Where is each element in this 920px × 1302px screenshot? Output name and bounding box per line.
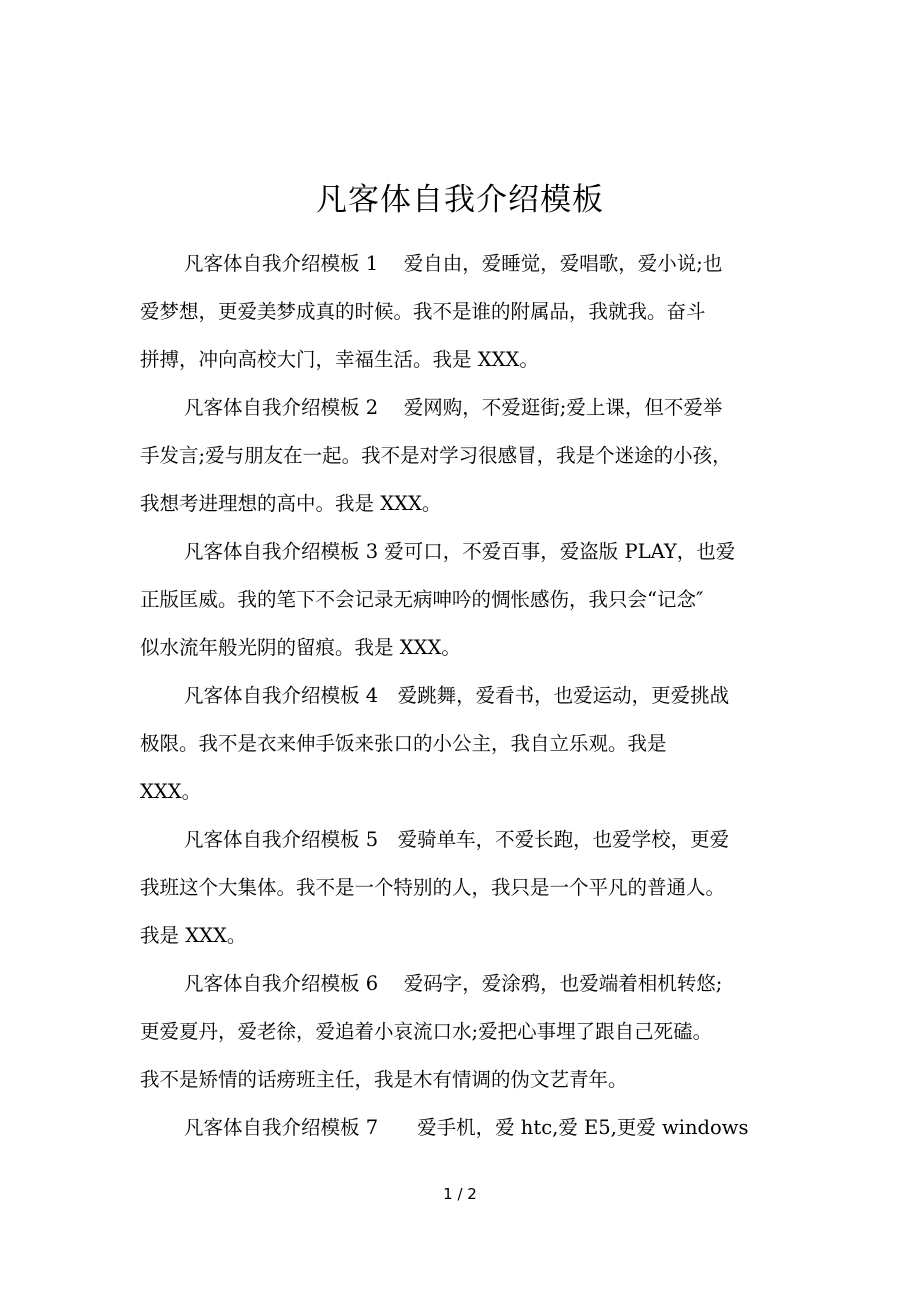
paragraph-6 [140, 960, 790, 1104]
paragraph-line: 似水流年般光阴的留痕。我是 XXX。 [140, 636, 461, 659]
document-title: 凡客体自我介绍模板 [316, 182, 604, 218]
paragraph-line: 凡客体自我介绍模板 6 爱码字，爱涂鸦，也爱端着相机转悠; [184, 972, 723, 995]
paragraph-line: 凡客体自我介绍模板 1 爱自由，爱睡觉，爱唱歌，爱小说;也 [184, 252, 723, 275]
paragraph-line: 我想考进理想的高中。我是 XXX。 [140, 492, 442, 515]
paragraph-7 [140, 1104, 790, 1152]
paragraph-3 [140, 528, 790, 672]
paragraph-5 [140, 816, 790, 960]
paragraph-line: 手发言;爱与朋友在一起。我不是对学习很感冒，我是个迷途的小孩， [140, 444, 732, 467]
paragraph-line: 凡客体自我介绍模板 2 爱网购，不爱逛街;爱上课，但不爱举 [184, 396, 723, 419]
paragraph-line: 更爱夏丹，爱老徐，爱追着小哀流口水;爱把心事埋了跟自己死磕。 [140, 1020, 713, 1043]
paragraph-1 [140, 240, 790, 384]
paragraph-2 [140, 384, 790, 528]
paragraph-line: 拼搏，冲向高校大门，幸福生活。我是 XXX。 [140, 348, 539, 371]
paragraph-line: 凡客体自我介绍模板 7 爱手机，爱 htc,爱 E5,更爱 windows [184, 1116, 749, 1139]
paragraph-4 [140, 672, 790, 816]
paragraph-line: 凡客体自我介绍模板 5 爱骑单车，不爱长跑，也爱学校，更爱 [184, 828, 730, 851]
page-number: 1 / 2 [443, 1185, 477, 1203]
paragraph-line: 极限。我不是衣来伸手饭来张口的小公主，我自立乐观。我是 [140, 732, 667, 755]
paragraph-line: 凡客体自我介绍模板 3 爱可口，不爱百事，爱盗版 PLAY，也爱 [184, 540, 736, 563]
paragraph-line: 爱梦想，更爱美梦成真的时候。我不是谁的附属品，我就我。奋斗 [140, 300, 706, 323]
paragraph-line: 正版匡威。我的笔下不会记录无病呻吟的惆怅感伤，我只会“记念″ [140, 588, 704, 611]
paragraph-line: 我是 XXX。 [140, 924, 247, 947]
paragraph-line: 我班这个大集体。我不是一个特别的人，我只是一个平凡的普通人。 [140, 876, 726, 899]
paragraph-line: XXX。 [140, 780, 202, 803]
document-body [140, 240, 790, 1152]
paragraph-line: 凡客体自我介绍模板 4 爱跳舞，爱看书，也爱运动，更爱挑战 [184, 684, 730, 707]
paragraph-line: 我不是矫情的话痨班主任，我是木有情调的伪文艺青年。 [140, 1068, 628, 1091]
